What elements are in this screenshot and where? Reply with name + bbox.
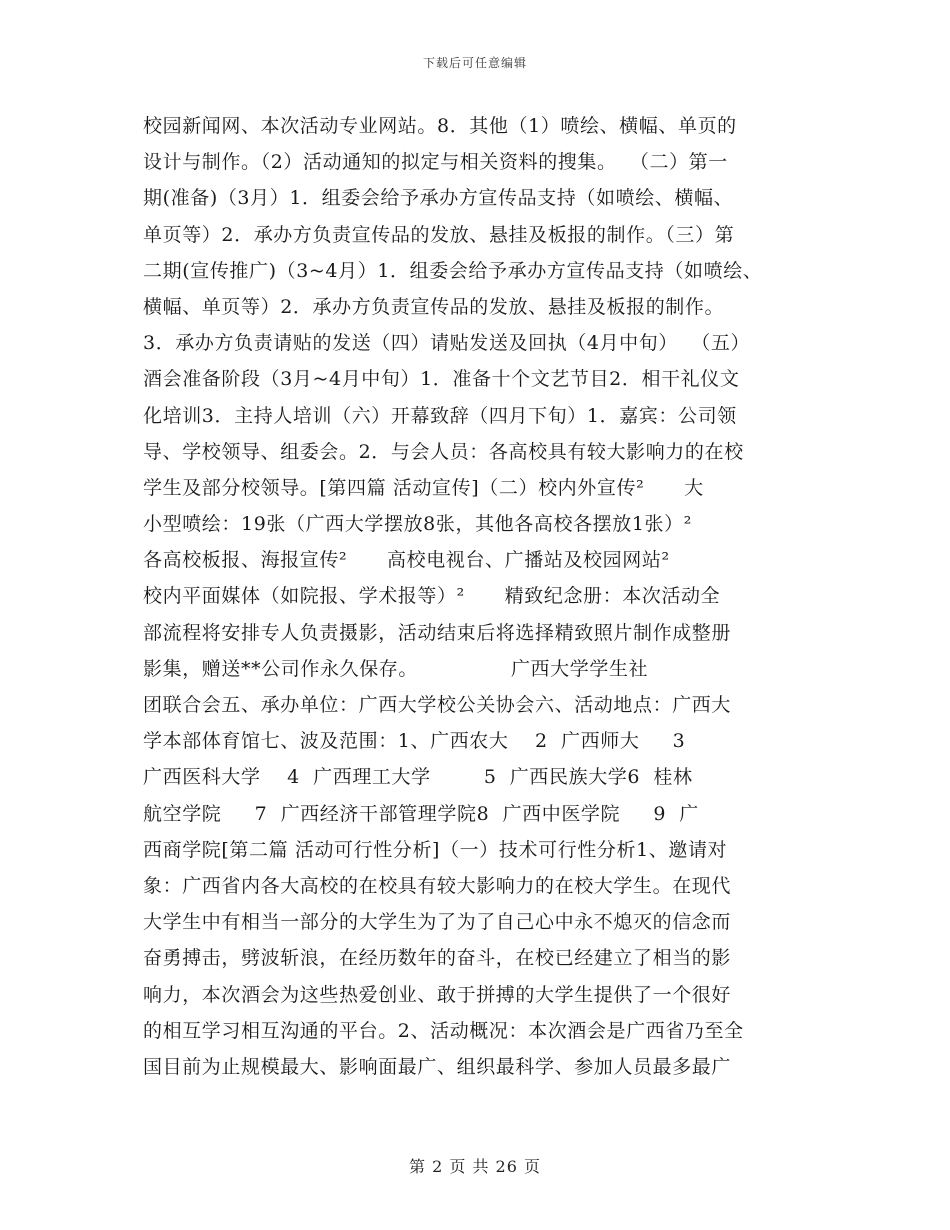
text-line: 期(准备)（3月）1．组委会给予承办方宣传品支持（如喷绘、横幅、 — [143, 187, 734, 210]
text-line: 导、学校领导、组委会。2．与会人员：各高校具有较大影响力的在校 — [143, 440, 744, 463]
page-header: 下载后可任意编辑 — [422, 56, 527, 70]
text-line: 团联合会五、承办单位：广西大学校公关协会六、活动地点：广西大 — [143, 694, 732, 716]
text-line: 西商学院[第二篇 活动可行性分析]（一）技术可行性分析1、邀请对 — [143, 838, 728, 861]
text-line: 航空学院 7 广西经济干部管理学院8 广西中医学院 9 广 — [143, 802, 699, 825]
text-line: 酒会准备阶段（3月~4月中旬）1．准备十个文艺节目2．相干礼仪文 — [143, 368, 740, 391]
text-line: 学生及部分校领导。[第四篇 活动宣传]（二）校内外宣传² 大 — [143, 476, 704, 499]
text-line: 横幅、单页等）2．承办方负责宣传品的发放、悬挂及板报的制作。 — [143, 295, 725, 318]
text-line: 3．承办方负责请贴的发送（四）请贴发送及回执（4月中旬） （五） — [143, 332, 751, 355]
text-line: 广西医科大学 4 广西理工大学 5 广西民族大学6 桂林 — [143, 766, 693, 789]
text-line: 响力，本次酒会为这些热爱创业、敢于拼搏的大学生提供了一个很好 — [143, 983, 732, 1006]
text-line: 小型喷绘：19张（广西大学摆放8张，其他各高校各摆放1张）² — [143, 513, 692, 536]
text-line: 校内平面媒体（如院报、学术报等）² 精致纪念册：本次活动全 — [143, 585, 721, 608]
text-line: 的相互学习相互沟通的平台。2、活动概况：本次酒会是广西省乃至全 — [143, 1019, 744, 1042]
text-line: 国目前为止规模最大、影响面最广、组织最科学、参加人员最多最广 — [143, 1055, 732, 1078]
text-line: 设计与制作。（2）活动通知的拟定与相关资料的搜集。 （二）第一 — [143, 151, 728, 174]
document-body — [143, 108, 813, 1085]
page-number-footer: 第 2 页 共 26 页 — [409, 1157, 541, 1176]
text-line: 二期(宣传推广)（3~4月）1．组委会给予承办方宣传品支持（如喷绘、 — [143, 259, 763, 282]
text-line: 奋勇搏击，劈波斩浪，在经历数年的奋斗，在校已经建立了相当的影 — [143, 947, 732, 970]
text-line: 象：广西省内各大高校的在校具有较大影响力的在校大学生。在现代 — [143, 874, 732, 897]
text-line: 部流程将安排专人负责摄影，活动结束后将选择精致照片制作成整册 — [143, 621, 732, 644]
text-line: 学本部体育馆七、波及范围：1、广西农大 2 广西师大 3 — [143, 730, 686, 753]
text-line: 化培训3．主持人培训（六）开幕致辞（四月下旬）1．嘉宾：公司领 — [143, 404, 737, 427]
text-line: 大学生中有相当一部分的大学生为了为了自己心中永不熄灭的信念而 — [143, 911, 732, 934]
text-line: 影集，赠送**公司作永久保存。 广西大学学生社 — [143, 657, 649, 680]
text-line: 单页等）2．承办方负责宣传品的发放、悬挂及板报的制作。（三）第 — [143, 223, 735, 246]
text-line: 校园新闻网、本次活动专业网站。8．其他（1）喷绘、横幅、单页的 — [143, 115, 737, 137]
text-line: 各高校板报、海报宣传² 高校电视台、广播站及校园网站² — [143, 549, 670, 572]
